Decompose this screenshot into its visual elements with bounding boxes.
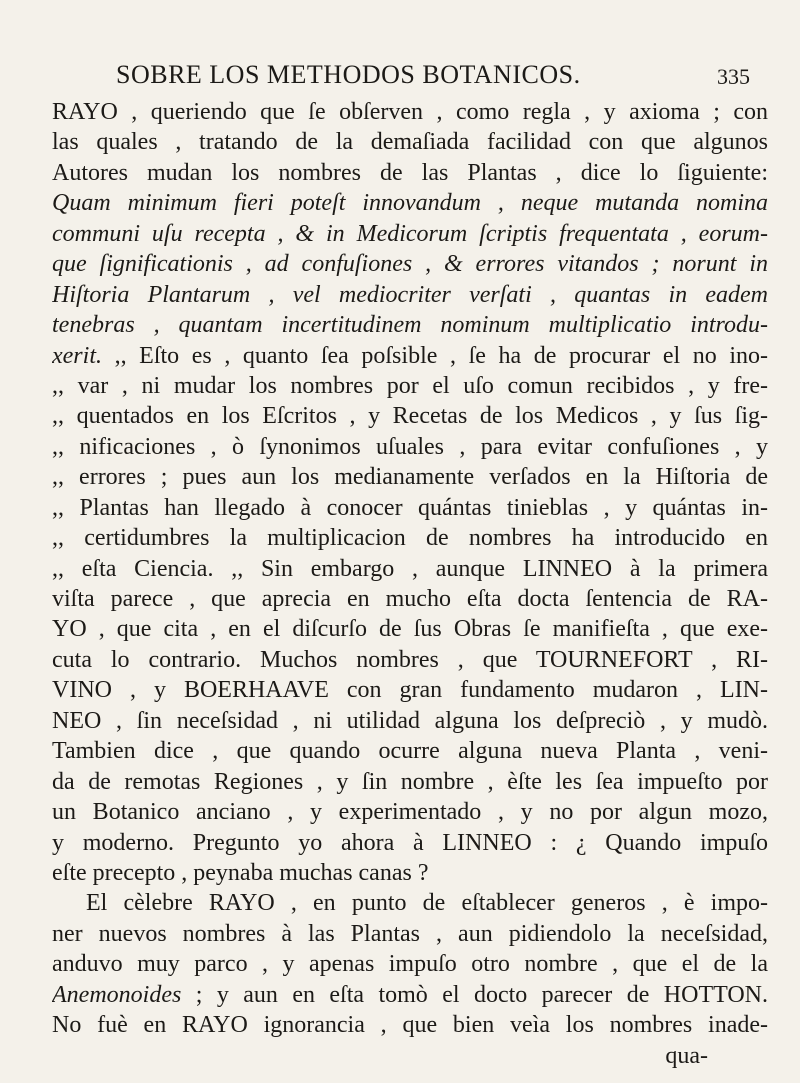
- text-run: las quales , tratando de la demaſiada facilidad con que algunos: [52, 129, 768, 156]
- text-line: [52, 554, 768, 584]
- text-line: [52, 280, 768, 310]
- text-line: [52, 797, 768, 827]
- text-line: [52, 1010, 768, 1040]
- text-line: [52, 127, 768, 157]
- text-line: [52, 462, 768, 492]
- text-line: [52, 675, 768, 705]
- italic-text: Quam minimum fieri poteſt innovandum , neque mutanda nomina: [52, 190, 768, 217]
- text-line: [52, 97, 768, 127]
- text-line: [52, 341, 768, 371]
- text-run: y moderno. Pregunto yo ahora à LINNEO : ¿ Quando impuſo: [52, 829, 768, 856]
- italic-text: Anemonoides: [52, 981, 182, 1008]
- text-run: un Botanico anciano , y experimentado , y no por algun mozo,: [52, 799, 768, 826]
- text-line: [52, 767, 768, 797]
- text-run: ,, errores ; pues aun los medianamente verſados en la Hiſtoria de: [52, 464, 768, 491]
- text-line: [52, 858, 768, 888]
- italic-text: xerit.: [52, 342, 102, 369]
- text-run: ,, quentados en los Eſcritos , y Recetas de los Medicos , y ſus ſig-: [52, 403, 768, 430]
- text-run: Autores mudan los nombres de las Plantas , dice lo ſiguiente:: [52, 159, 768, 186]
- text-run: NEO , ſin neceſsidad , ni utilidad alguna los deſpreciò , y mudò.: [52, 707, 768, 734]
- text-line: [52, 1041, 768, 1071]
- text-run: ; y aun en eſta tomò el docto parecer de HOTTON.: [181, 981, 768, 1008]
- text-run: qua-: [665, 1042, 708, 1069]
- text-run: ,, Plantas han llegado à conocer quántas tinieblas , y quántas in-: [52, 494, 768, 521]
- text-run: viſta parece , que aprecia en mucho eſta docta ſentencia de RA-: [52, 586, 768, 612]
- page-header: [110, 60, 750, 96]
- text-line: [52, 188, 768, 218]
- text-line: [52, 310, 768, 340]
- text-line: [52, 888, 768, 918]
- page-number: 335: [717, 64, 750, 89]
- text-line: [52, 371, 768, 401]
- text-run: No fuè en RAYO ignorancia , que bien veìa los nombres inade-: [52, 1012, 768, 1039]
- text-run: YO , que cita , en el diſcurſo de ſus Obras ſe manifieſta , que exe-: [52, 616, 768, 643]
- text-run: anduvo muy parco , y apenas impuſo otro nombre , que el de la: [52, 951, 768, 978]
- text-run: VINO , y BOERHAAVE con gran fundamento mudaron , LIN-: [52, 677, 768, 704]
- text-line: [52, 219, 768, 249]
- italic-text: tenebras , quantam incertitudinem nominum multiplicatio introdu-: [52, 312, 768, 339]
- text-line: [52, 584, 768, 614]
- text-line: [52, 736, 768, 766]
- text-line: [52, 949, 768, 979]
- text-line: [52, 432, 768, 462]
- text-line: [52, 828, 768, 858]
- text-run: Tambien dice , que quando ocurre alguna nueva Planta , veni-: [52, 738, 768, 765]
- text-run: ner nuevos nombres à las Plantas , aun pidiendolo la neceſsidad,: [52, 920, 768, 947]
- italic-text: que ſignificationis , ad confuſiones , & errores vitandos ; norunt in: [52, 251, 768, 278]
- body-text: [52, 97, 768, 1071]
- text-run: ,, var , ni mudar los nombres por el uſo comun recibidos , y fre-: [52, 372, 768, 399]
- text-line: [52, 919, 768, 949]
- text-run: ,, certidumbres la multiplicacion de nombres ha introducido en: [52, 525, 768, 552]
- text-run: ,, eſta Ciencia. ,, Sin embargo , aunque LINNEO à la primera: [52, 555, 768, 582]
- italic-text: Hiſtoria Plantarum , vel mediocriter verſati , quantas in eadem: [52, 281, 768, 308]
- text-run: ,, nificaciones , ò ſynonimos uſuales , para evitar confuſiones , y: [52, 433, 768, 460]
- text-line: [52, 158, 768, 188]
- text-run: eſte precepto , peynaba muchas canas ?: [52, 859, 429, 886]
- text-line: [52, 614, 768, 644]
- text-run: El cèlebre RAYO , en punto de eſtablecer generos , è impo-: [86, 890, 768, 917]
- text-line: [52, 401, 768, 431]
- text-line: [52, 706, 768, 736]
- text-run: cuta lo contrario. Muchos nombres , que TOURNEFORT , RI-: [52, 646, 768, 673]
- text-line: [52, 249, 768, 279]
- text-line: [52, 645, 768, 675]
- italic-text: communi uſu recepta , & in Medicorum ſcriptis frequentata , eorum-: [52, 220, 768, 247]
- text-run: RAYO , queriendo que ſe obſerven , como regla , y axioma ; con: [52, 99, 768, 125]
- text-line: [52, 493, 768, 523]
- text-line: [52, 523, 768, 553]
- text-run: ,, Eſto es , quanto ſea poſsible , ſe ha de procurar el no ino-: [101, 342, 768, 369]
- running-head: SOBRE LOS METHODOS BOTANICOS.: [116, 60, 581, 89]
- text-run: da de remotas Regiones , y ſin nombre , èſte les ſea impueſto por: [52, 768, 768, 795]
- text-line: [52, 980, 768, 1010]
